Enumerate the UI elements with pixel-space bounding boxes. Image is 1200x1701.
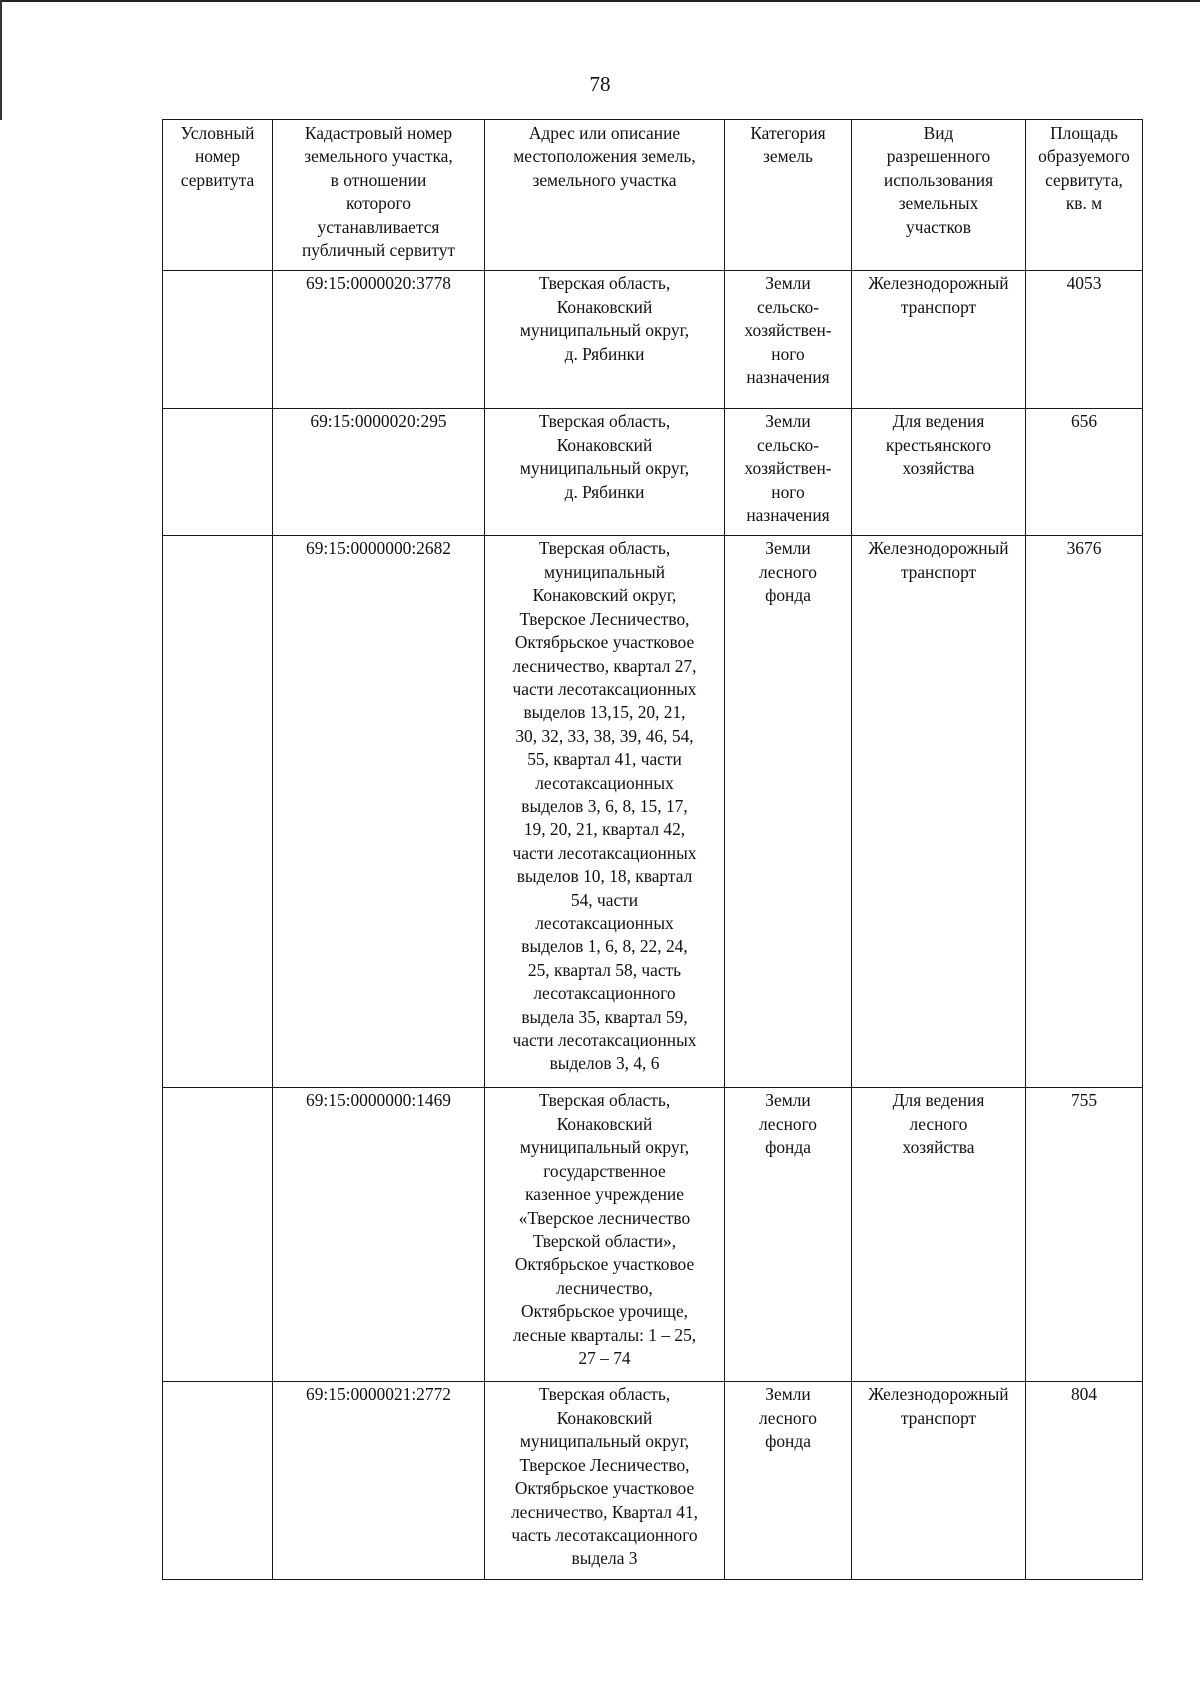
cell-permitted-use: Для ведения лесного хозяйства: [852, 1088, 1026, 1382]
cell-permitted-use: Железнодорожный транспорт: [852, 1382, 1026, 1579]
cell-cadastral-number: 69:15:0000020:295: [273, 409, 485, 536]
cell-permitted-use: Железнодорожный транспорт: [852, 536, 1026, 1088]
scan-top-border: [0, 0, 1200, 2]
table-header: [163, 120, 1143, 271]
cell-cadastral-number: 69:15:0000021:2772: [273, 1382, 485, 1579]
cell-area: 656: [1026, 409, 1143, 536]
header-permitted-use: Вид разрешенного использования земельных участков: [852, 120, 1026, 271]
cell-land-category: Земли сельско- хозяйствен- ного назначения: [725, 409, 852, 536]
cell-cadastral-number: 69:15:0000000:1469: [273, 1088, 485, 1382]
table-row: [163, 271, 1143, 409]
servitude-table: [162, 119, 1143, 1580]
scan-left-border: [0, 0, 2, 120]
cell-permitted-use: Железнодорожный транспорт: [852, 271, 1026, 409]
cell-servitude-number: [163, 409, 273, 536]
cell-land-category: Земли лесного фонда: [725, 1382, 852, 1579]
cell-servitude-number: [163, 536, 273, 1088]
header-row: [163, 120, 1143, 271]
cell-address: Тверская область, муниципальный Конаковский округ, Тверское Лесничество, Октябрьское участковое лесничество, квартал 27, части лесотаксационных выделов 13,15, 20, 21, 30, 32, 33, 38, 39, 46, 54, 55, квартал 41, части лесотаксационных выделов 3, 6, 8, 15, 17, 19, 20, 21, квартал 42, части лесотаксационных выделов 10, 18, квартал 54, части лесотаксационных выделов 1, 6, 8, 22, 24, 25, квартал 58, часть лесотаксационного выдела 35, квартал 59, части лесотаксационных выделов 3, 4, 6: [485, 536, 725, 1088]
cell-address: Тверская область, Конаковский муниципальный округ, Тверское Лесничество, Октябрьское участковое лесничество, Квартал 41, часть лесотаксационного выдела 3: [485, 1382, 725, 1579]
page-number: 78: [589, 72, 611, 96]
table-row: [163, 1382, 1143, 1579]
table-row: [163, 536, 1143, 1088]
header-cadastral-number: Кадастровый номер земельного участка, в отношении которого устанавливается публичный сервитут: [273, 120, 485, 271]
cell-land-category: Земли лесного фонда: [725, 536, 852, 1088]
cell-address: Тверская область, Конаковский муниципальный округ, государственное казенное учреждение «Тверское лесничество Тверской области», Октябрьское участковое лесничество, Октябрьское урочище, лесные кварталы: 1 – 25, 27 – 74: [485, 1088, 725, 1382]
table-row: [163, 409, 1143, 536]
cell-land-category: Земли лесного фонда: [725, 1088, 852, 1382]
cell-area: 4053: [1026, 271, 1143, 409]
cell-permitted-use: Для ведения крестьянского хозяйства: [852, 409, 1026, 536]
cell-area: 804: [1026, 1382, 1143, 1579]
cell-cadastral-number: 69:15:0000000:2682: [273, 536, 485, 1088]
table-body: [163, 271, 1143, 1579]
header-servitude-number: Условный номер сервитута: [163, 120, 273, 271]
cell-land-category: Земли сельско- хозяйствен- ного назначения: [725, 271, 852, 409]
cell-area: 755: [1026, 1088, 1143, 1382]
cell-servitude-number: [163, 271, 273, 409]
cell-address: Тверская область, Конаковский муниципальный округ, д. Рябинки: [485, 409, 725, 536]
cell-area: 3676: [1026, 536, 1143, 1088]
cell-address: Тверская область, Конаковский муниципальный округ, д. Рябинки: [485, 271, 725, 409]
table-row: [163, 1088, 1143, 1382]
header-address: Адрес или описание местоположения земель, земельного участка: [485, 120, 725, 271]
cell-servitude-number: [163, 1382, 273, 1579]
header-area: Площадь образуемого сервитута, кв. м: [1026, 120, 1143, 271]
cell-servitude-number: [163, 1088, 273, 1382]
cell-cadastral-number: 69:15:0000020:3778: [273, 271, 485, 409]
header-land-category: Категория земель: [725, 120, 852, 271]
